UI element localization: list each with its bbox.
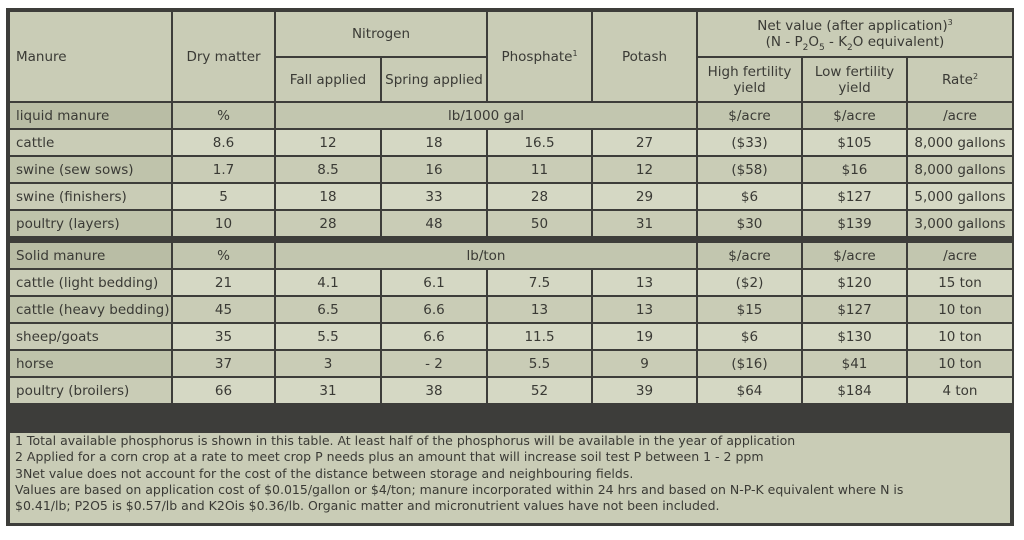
nv-open: (N - P [765,34,803,50]
header-rate-text: Rate [941,71,973,88]
cell-phosphate: 13 [488,297,591,322]
cell-spring: 38 [382,378,486,403]
cell-fall: 31 [276,378,380,403]
table-row [10,157,1012,182]
cell-high-fertility: $6 [698,184,801,209]
header-net-value [698,12,1012,56]
cell-potash: 13 [593,297,696,322]
unit-cell: % [173,103,274,128]
nv-close: O equivalent) [852,34,945,50]
table-row [10,184,1012,209]
unit-cell: $/acre [803,103,906,128]
cell-spring: 6.6 [382,324,486,349]
cell-low-fertility: $120 [803,270,906,295]
cell-dry-matter: 45 [173,297,274,322]
cell-phosphate: 7.5 [488,270,591,295]
footnote-ref-3: 3 [947,18,953,27]
header-spring-applied: Spring applied [382,58,486,101]
row-label: cattle (heavy bedding) [10,297,171,322]
nv-sub-2: 5 [819,43,825,53]
header-dry-matter: Dry matter [173,12,274,101]
cell-spring: 6.6 [382,297,486,322]
cell-potash: 29 [593,184,696,209]
row-label: poultry (broilers) [10,378,171,403]
footnote-values-1: Values are based on application cost of $0.015/gallon or $4/ton; manure incorporated within 24 hrs and based on N-P-K equivalent where N is [15,481,904,497]
nv-sub-3: 2 [847,43,853,53]
header-high-fertility: High fertility yield [698,58,801,101]
cell-dry-matter: 66 [173,378,274,403]
row-label: swine (finishers) [10,184,171,209]
footnote-ref-1: 1 [572,48,578,58]
footnote-3: 3Net value does not account for the cost of the distance between storage and neighbouring fields. [15,465,634,481]
header-fall-applied: Fall applied [276,58,380,101]
cell-rate: 5,000 gallons [908,184,1012,209]
cell-high-fertility: $6 [698,324,801,349]
header-phosphate [488,12,591,101]
table-row [10,324,1012,349]
cell-spring: 6.1 [382,270,486,295]
cell-fall: 5.5 [276,324,380,349]
cell-spring: 16 [382,157,486,182]
liquid-section-label: liquid manure [10,103,171,128]
cell-rate: 4 ton [908,378,1012,403]
cell-low-fertility: $130 [803,324,906,349]
cell-potash: 13 [593,270,696,295]
cell-fall: 8.5 [276,157,380,182]
header-nitrogen: Nitrogen [276,12,486,56]
cell-potash: 31 [593,211,696,236]
row-label: cattle (light bedding) [10,270,171,295]
cell-spring: 18 [382,130,486,155]
unit-cell: lb/ton [276,243,696,268]
cell-rate: 3,000 gallons [908,211,1012,236]
cell-fall: 3 [276,351,380,376]
header-net-value-title [698,18,1012,34]
section-divider [10,238,1012,241]
header-manure: Manure [10,12,171,101]
footnote-values-2: $0.41/lb; P2O5 is $0.57/lb and K2Ois $0.36/lb. Organic matter and micronutrient values have not been included. [15,498,720,514]
table-row [10,270,1012,295]
cell-dry-matter: 8.6 [173,130,274,155]
row-label: swine (sew sows) [10,157,171,182]
manure-value-table-frame [6,8,1014,526]
liquid-units-row [10,103,1012,128]
header-potash: Potash [593,12,696,101]
manure-value-table [8,10,1014,405]
cell-phosphate: 5.5 [488,351,591,376]
cell-high-fertility: ($2) [698,270,801,295]
header-row-1 [10,12,1012,56]
header-phosphate-text: Phosphate [501,48,573,65]
cell-fall: 18 [276,184,380,209]
unit-cell: /acre [908,243,1012,268]
cell-fall: 6.5 [276,297,380,322]
nv-mid: - K [824,34,848,50]
header-net-value-subtitle [698,34,1012,53]
cell-low-fertility: $127 [803,184,906,209]
cell-low-fertility: $139 [803,211,906,236]
cell-rate: 10 ton [908,297,1012,322]
cell-rate: 10 ton [908,351,1012,376]
solid-units-row [10,243,1012,268]
cell-rate: 8,000 gallons [908,157,1012,182]
unit-cell: $/acre [698,243,801,268]
cell-dry-matter: 35 [173,324,274,349]
table-row [10,130,1012,155]
footnote-1: 1 Total available phosphorus is shown in this table. At least half of the phosphorus will be available in the year of application [15,433,796,448]
cell-spring: - 2 [382,351,486,376]
cell-dry-matter: 37 [173,351,274,376]
cell-fall: 12 [276,130,380,155]
cell-low-fertility: $127 [803,297,906,322]
row-label: cattle [10,130,171,155]
cell-high-fertility: $30 [698,211,801,236]
unit-cell: /acre [908,103,1012,128]
cell-high-fertility: ($16) [698,351,801,376]
table-row [10,378,1012,403]
nv-sub-1: 2 [802,43,809,53]
row-label: horse [10,351,171,376]
unit-cell: $/acre [698,103,801,128]
cell-potash: 9 [593,351,696,376]
cell-dry-matter: 10 [173,211,274,236]
cell-spring: 33 [382,184,486,209]
nv-o: O [808,34,819,50]
cell-dry-matter: 5 [173,184,274,209]
cell-phosphate: 16.5 [488,130,591,155]
unit-cell: lb/1000 gal [276,103,696,128]
row-label: poultry (layers) [10,211,171,236]
cell-phosphate: 11 [488,157,591,182]
table-row [10,211,1012,236]
cell-high-fertility: ($58) [698,157,801,182]
cell-rate: 15 ton [908,270,1012,295]
cell-potash: 27 [593,130,696,155]
table-row [10,297,1012,322]
table-row [10,351,1012,376]
header-low-fertility: Low fertility yield [803,58,906,101]
unit-cell: % [173,243,274,268]
footnote-ref-2: 2 [972,71,979,81]
cell-high-fertility: $64 [698,378,801,403]
footnotes [10,433,1010,523]
cell-low-fertility: $41 [803,351,906,376]
cell-potash: 12 [593,157,696,182]
cell-spring: 48 [382,211,486,236]
unit-cell: $/acre [803,243,906,268]
cell-high-fertility: $15 [698,297,801,322]
cell-rate: 8,000 gallons [908,130,1012,155]
header-net-value-text: Net value (after application) [757,18,948,34]
cell-phosphate: 52 [488,378,591,403]
cell-low-fertility: $184 [803,378,906,403]
cell-dry-matter: 1.7 [173,157,274,182]
row-label: sheep/goats [10,324,171,349]
cell-low-fertility: $16 [803,157,906,182]
cell-potash: 19 [593,324,696,349]
cell-potash: 39 [593,378,696,403]
cell-dry-matter: 21 [173,270,274,295]
cell-phosphate: 11.5 [488,324,591,349]
cell-rate: 10 ton [908,324,1012,349]
cell-phosphate: 28 [488,184,591,209]
cell-fall: 28 [276,211,380,236]
solid-section-label: Solid manure [10,243,171,268]
footnote-2: 2 Applied for a corn crop at a rate to meet crop P needs plus an amount that will increase soil test P between 1 - 2 ppm [15,449,764,465]
cell-low-fertility: $105 [803,130,906,155]
header-rate [908,58,1012,101]
cell-high-fertility: ($33) [698,130,801,155]
cell-phosphate: 50 [488,211,591,236]
cell-fall: 4.1 [276,270,380,295]
